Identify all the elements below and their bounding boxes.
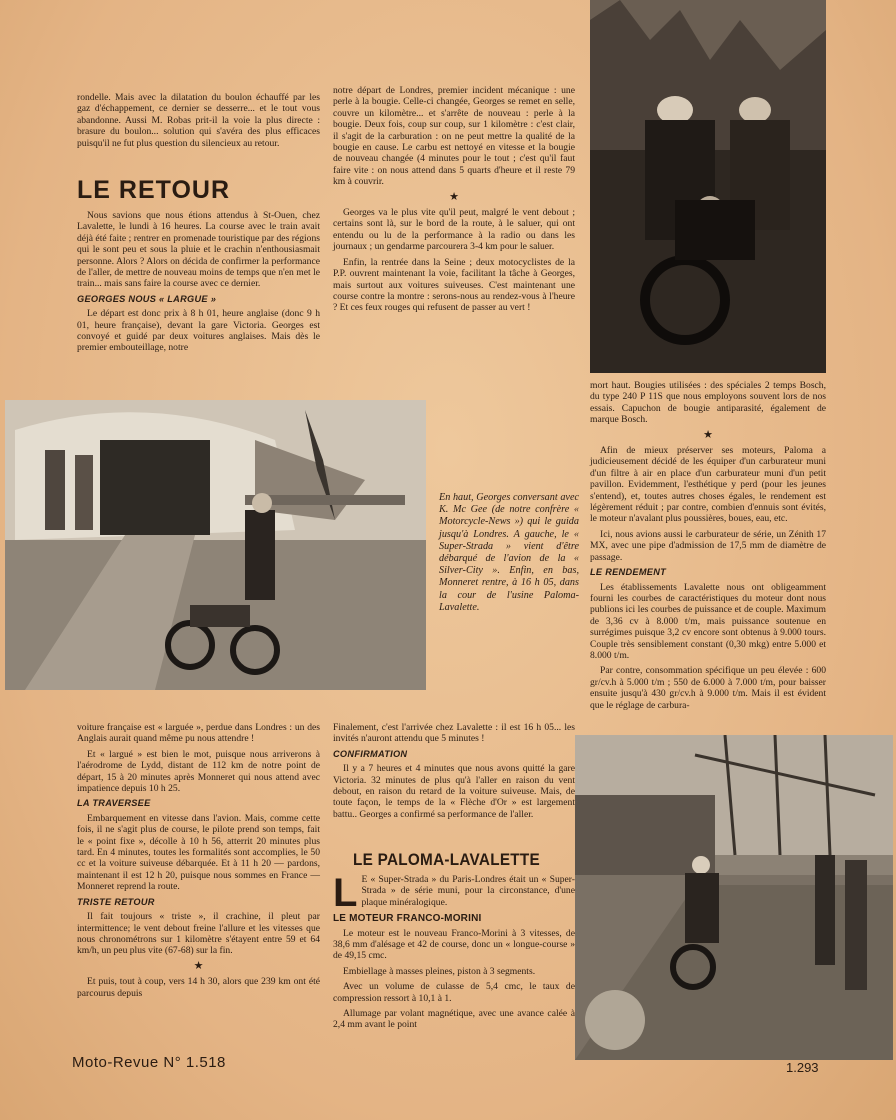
photo-caption: En haut, Georges conversant avec K. Mc Gee (de notre confrère « Motorcycle-News ») qui le guida jusqu'à Londres. A gauche, le « Super-Strada » vient d'être débarqué de l'avion de la « Silver-City ». Enfin, en bas, Monneret rentre, à 16 h 05, dans la cour de l'usine Paloma-Lavalette. — [439, 492, 579, 613]
drop-cap: L — [333, 871, 358, 915]
paragraph: Embiellage à masses pleines, piston à 3 segments. — [343, 965, 536, 977]
subhead-rendement: LE RENDEMENT — [590, 567, 667, 578]
paragraph: voiture française est « larguée », perdue dans Londres : un des Anglais aurait quand même pu nous attendre ! — [77, 722, 320, 745]
paragraph: Nous savions que nous étions attendus à St-Ouen, chez Lavalette, le lundi à 16 heures. La course avec le train avait déjà été faite ; rentrer en promenade touristique par des régions qui le sont peu et sous la pluie et le crachin n'enthousiasmait personne. Alors ? Alors on décida de confirmer la performance de l'aller, de mettre de nouveau moins de temps que n'en met le train... mais sans faire la course avec ce dernier. — [77, 210, 320, 290]
star-separator: ★ — [703, 428, 713, 441]
column-1-bottom — [77, 722, 320, 1003]
photo-plane-unloading — [5, 400, 426, 690]
paragraph: notre départ de Londres, premier incident mécanique : une perle à la bougie. Celle-ci changée, Georges se remet en selle, couvre un kilomètre... et s'arrête de nouveau : perle à la bougie. Deux fois, coup sur coup, sur 1 kilomètre : c'est clair, il s'agit de la carburation : on ne peut mettre la qualité de la bougie en cause. Le carbu est nettoyé en vitesse et la bougie de nouveau changée (4 minutes pour le tout ; c'est qu'il faut faire vite : on nous attend dans 5 quarts d'heure et il reste 79 km à couvrir. — [333, 85, 575, 188]
column-2-top — [333, 85, 575, 318]
paragraph: Les établissements Lavalette nous ont obligeamment fourni les courbes de caractéristiques du moteur dont nous publions ici les courbes de puissance et de couple. Maximum de 3,36 cv à 8.000 t/m, mais puissance soutenue en surrégimes puisque 3,2 cv encore sont obtenus à 9.000 tours. Couple très sensiblement constant (0,30 mkg) entre 5.000 et 8.000 t/m. — [590, 581, 826, 661]
paragraph: Avec un volume de culasse de 5,4 cmc, le taux de compression ressort à 10,1 à 1. — [333, 981, 575, 1004]
paragraph: Afin de mieux préserver ses moteurs, Paloma a judicieusement décidé de les équiper d'un carburateur muni d'un filtre à air en place d'un carburateur muni d'un petit pavillon. Evidemment, l'esthétique y perd (pour les jeunes s'entend), et, toutes autres choses égales, le rendement est légèrement réduit ; par contre, combien d'ennuis sont évités, le moteur n'avalant plus poussières, boues, eau, etc. — [590, 445, 826, 525]
column-1-top — [77, 92, 320, 153]
subhead-moteur-franco-morini: LE MOTEUR FRANCO-MORINI — [333, 913, 482, 925]
heading-le-retour: LE RETOUR — [77, 176, 230, 204]
subhead-confirmation: CONFIRMATION — [333, 748, 408, 759]
paragraph: Il y a 7 heures et 4 minutes que nous avons quitté la gare Victoria. 32 minutes de plus qu'à l'aller en raison du vent debout, en raison du retard de la voiture suiveuse. Mais, de toute façon, le temps de la « Flèche d'Or » est largement battu.. Georges a confirmé sa performance de l'aller. — [333, 763, 575, 820]
paragraph: rondelle. Mais avec la dilatation du boulon échauffé par les gaz d'échappement, ce dernier se desserre... et le tout vous abandonne. Aussi M. Robas prit-il la voie la plus directe : brasure du boulon... solution qui s'avéra des plus efficaces puisqu'il ne fut plus question du silencieux au retour. — [77, 92, 320, 149]
column-2-paloma — [333, 871, 575, 1035]
subhead-triste-retour: TRISTE RETOUR — [77, 896, 155, 907]
paragraph: Et « largué » est bien le mot, puisque nous arriverons à l'aérodrome de Lydd, distant de 112 km de notre point de départ, 15 à 20 minutes après Monneret qui nous attend avec impatience depuis 10 h 25. — [77, 748, 320, 795]
footer-page-number: 1.293 — [786, 1060, 819, 1075]
heading-paloma-lavalette: LE PALOMA-LAVALETTE — [353, 850, 541, 869]
paragraph: Le moteur est le nouveau Franco-Morini à 3 vitesses, de 38,6 mm d'alésage et 42 de course, donc un « longue-course » de 49,15 cmc. — [333, 927, 575, 962]
paragraph: Ici, nous avions aussi le carburateur de série, un Zénith 17 MX, avec une pipe d'admission de 17,5 mm de diamètre de passage. — [590, 528, 826, 563]
paragraph: Enfin, la rentrée dans la Seine ; deux motocyclistes de la P.P. ouvrent maintenant la voie, facilitant la tâche à Georges, mais surtout aux voitures suiveuses. C'est maintenant une course contre la montre : serons-nous au rendez-vous à l'heure ? Et ces feux rouges qui refusent de passer au vert ! — [333, 256, 575, 314]
subhead-traversee: LA TRAVERSEE — [77, 798, 151, 809]
paragraph: Par contre, consommation spécifique un peu élevée : 600 gr/cv.h à 5.000 t/m ; 550 de 6.000 à 7.000 t/m, pour baisser ensuite jusqu'à 430 gr/cv.h à 9.000 t/m. Mais il est évident que le réglage de carbura- — [590, 665, 826, 711]
paragraph-intro — [333, 871, 575, 915]
column-2-bottom — [333, 722, 575, 824]
column-1-retour — [77, 210, 320, 358]
paragraph: Il fait toujours « triste », il crachine, il pleut par intermittence; le vent debout freine l'allure et les vitesses que nous chronométrons sur 1 kilomètre s'étayent entre 59 et 64 km/h, un peu plus vite (67-68) sur la fin. — [77, 911, 320, 957]
paragraph: Le départ est donc prix à 8 h 01, heure anglaise (donc 9 h 01, heure française), devant la gare Victoria. Georges est convoyé et guidé par deux voitures anglaises. Mais dès le premier embouteillage, notre — [77, 308, 320, 354]
paragraph: Finalement, c'est l'arrivée chez Lavalette : il est 16 h 05... les invités n'auront attendu que 5 minutes ! — [333, 722, 575, 745]
intro-text: E « Super-Strada » du Paris-Londres était un « Super-Strada » de série muni, pour la circonstance, d'une plaque minéralogique. — [361, 874, 575, 908]
star-separator: ★ — [193, 959, 204, 972]
paragraph: Georges va le plus vite qu'il peut, malgré le vent debout ; certains sont là, sur le bord de la route, à le saluer, qui ont entendu ou lu de la performance à la radio ou dans les journaux ; un gendarme parcourera 3-4 km pour le saluer. — [333, 207, 575, 253]
footer-magazine-issue: Moto-Revue N° 1.518 — [72, 1054, 226, 1071]
paragraph: Allumage par volant magnétique, avec une avance calée à 2,4 mm avant le point — [333, 1008, 575, 1031]
photo-monneret-arrives — [575, 735, 893, 1060]
subhead-georges-largue: GEORGES NOUS « LARGUE » — [77, 293, 217, 304]
column-3-top — [590, 380, 826, 715]
paragraph: Embarquement en vitesse dans l'avion. Mais, comme cette fois, il ne s'agit plus de course, le pilote prend son temps, fait le « point fixe », décolle à 10 h 56, atterrit 20 minutes plus tard. En 4 minutes, toutes les formalités sont accomplies, le 50 cc et la voiture suiveuse débarquée. Et à 11 h 20 — pardons, maintenant il est 12 h 20, puisque nous sommes en France — Monneret reprend la route. — [77, 812, 320, 893]
paragraph: Et puis, tout à coup, vers 14 h 30, alors que 239 km ont été parcourus depuis — [77, 976, 320, 999]
photo-georges-and-mcgee — [590, 0, 826, 373]
star-separator: ★ — [449, 190, 459, 203]
paragraph: mort haut. Bougies utilisées : des spéciales 2 temps Bosch, du type 240 P 11S que nous employons souvent lors de nos essais. Capuchon de bougie antiparasité, également de marque Bosch. — [590, 380, 826, 426]
